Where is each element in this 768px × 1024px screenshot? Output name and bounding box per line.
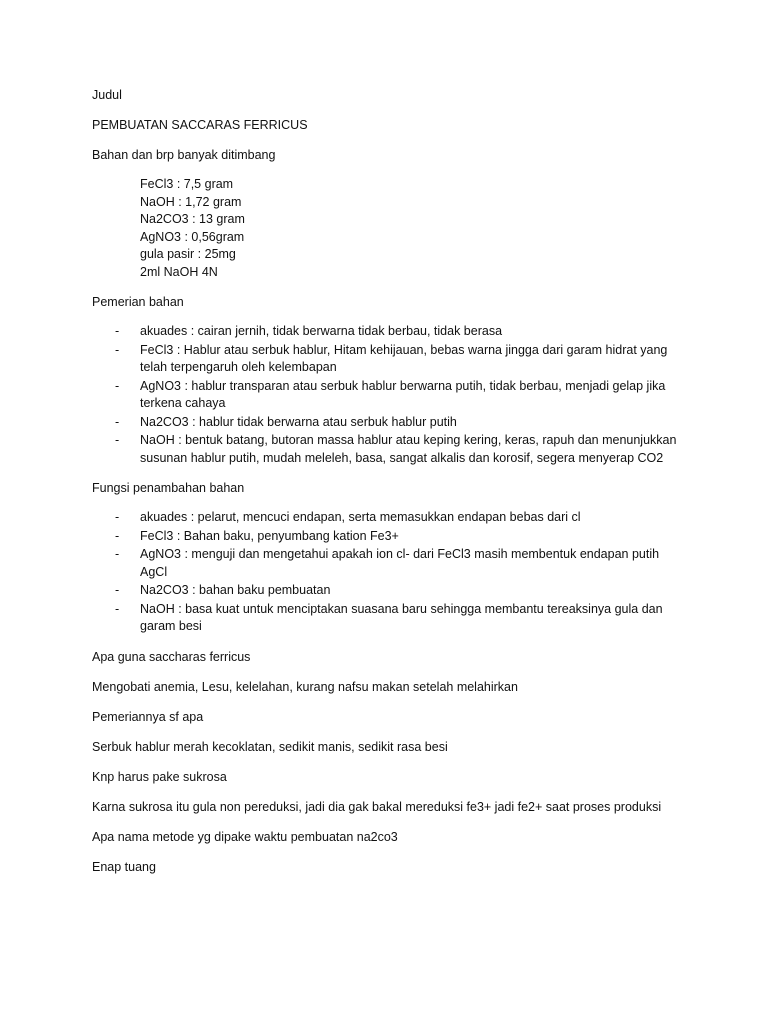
list-item-text: AgNO3 : hablur transparan atau serbuk hablur berwarna putih, tidak berbau, menjadi gelap jika terkena cahaya (140, 378, 666, 410)
list-item-text: NaOH : bentuk batang, butoran massa hablur atau keping kering, keras, rapuh dan menunjukkan susunan hablur putih, mudah meleleh, basa, sangat alkalis dan korosif, segera menyerap CO2 (140, 433, 677, 465)
document-title: PEMBUATAN SACCARAS FERRICUS (92, 118, 308, 132)
list-item-text: Na2CO3 : hablur tidak berwarna atau serbuk hablur putih (140, 414, 457, 429)
bahan-heading: Bahan dan brp banyak ditimbang (92, 148, 276, 162)
bullet-dash: - (115, 547, 120, 561)
list-item (92, 546, 682, 581)
bullet-dash: - (115, 324, 120, 338)
bullet-dash: - (115, 378, 120, 393)
list-item (92, 378, 682, 413)
bahan-item: 2ml NaOH 4N (140, 264, 218, 279)
bullet-dash: - (115, 528, 120, 543)
question-1: Apa guna saccharas ferricus (92, 649, 251, 664)
list-item (92, 432, 682, 467)
answer-4: Enap tuang (92, 859, 156, 874)
answer-3: Karna sukrosa itu gula non pereduksi, jadi dia gak bakal mereduksi fe3+ jadi fe2+ saat proses produksi (92, 799, 662, 814)
bahan-item: AgNO3 : 0,56gram (140, 229, 245, 244)
list-item-text: FeCl3 : Bahan baku, penyumbang kation Fe3+ (140, 528, 399, 543)
bahan-list (92, 176, 682, 281)
document-page (92, 86, 682, 888)
answer-1: Mengobati anemia, Lesu, kelelahan, kurang nafsu makan setelah melahirkan (92, 679, 518, 694)
bullet-dash: - (115, 601, 120, 616)
question-2: Pemeriannya sf apa (92, 709, 204, 724)
bullet-dash: - (115, 342, 120, 357)
bullet-dash: - (115, 510, 120, 524)
bahan-item: gula pasir : 25mg (140, 247, 236, 261)
list-item-text: NaOH : basa kuat untuk menciptakan suasana baru sehingga membantu tereaksinya gula dan garam besi (140, 601, 663, 633)
pemerian-heading: Pemerian bahan (92, 295, 184, 309)
list-item (92, 342, 682, 377)
bahan-item: NaOH : 1,72 gram (140, 194, 242, 209)
bullet-dash: - (115, 414, 120, 429)
judul-label: Judul (92, 88, 122, 102)
fungsi-heading: Fungsi penambahan bahan (92, 481, 245, 495)
bahan-item: FeCl3 : 7,5 gram (140, 177, 234, 191)
list-item (92, 509, 682, 527)
list-item (92, 414, 682, 432)
list-item-text: Na2CO3 : bahan baku pembuatan (140, 583, 331, 597)
question-3: Knp harus pake sukrosa (92, 769, 227, 784)
answer-2: Serbuk hablur merah kecoklatan, sedikit manis, sedikit rasa besi (92, 739, 448, 754)
bullet-dash: - (115, 583, 120, 597)
fungsi-list (92, 509, 682, 636)
bullet-dash: - (115, 433, 120, 447)
list-item-text: AgNO3 : menguji dan mengetahui apakah ion cl- dari FeCl3 masih membentuk endapan putih AgCl (140, 547, 660, 579)
list-item (92, 582, 682, 600)
bahan-item: Na2CO3 : 13 gram (140, 212, 245, 226)
list-item (92, 601, 682, 636)
list-item (92, 528, 682, 546)
list-item (92, 323, 682, 341)
question-4: Apa nama metode yg dipake waktu pembuatan na2co3 (92, 829, 398, 844)
list-item-text: akuades : cairan jernih, tidak berwarna tidak berbau, tidak berasa (140, 324, 503, 338)
list-item-text: akuades : pelarut, mencuci endapan, serta memasukkan endapan bebas dari cl (140, 510, 581, 524)
list-item-text: FeCl3 : Hablur atau serbuk hablur, Hitam kehijauan, bebas warna jingga dari garam hidrat yang telah terpengaruh oleh kelembapan (140, 342, 668, 374)
pemerian-list (92, 323, 682, 467)
